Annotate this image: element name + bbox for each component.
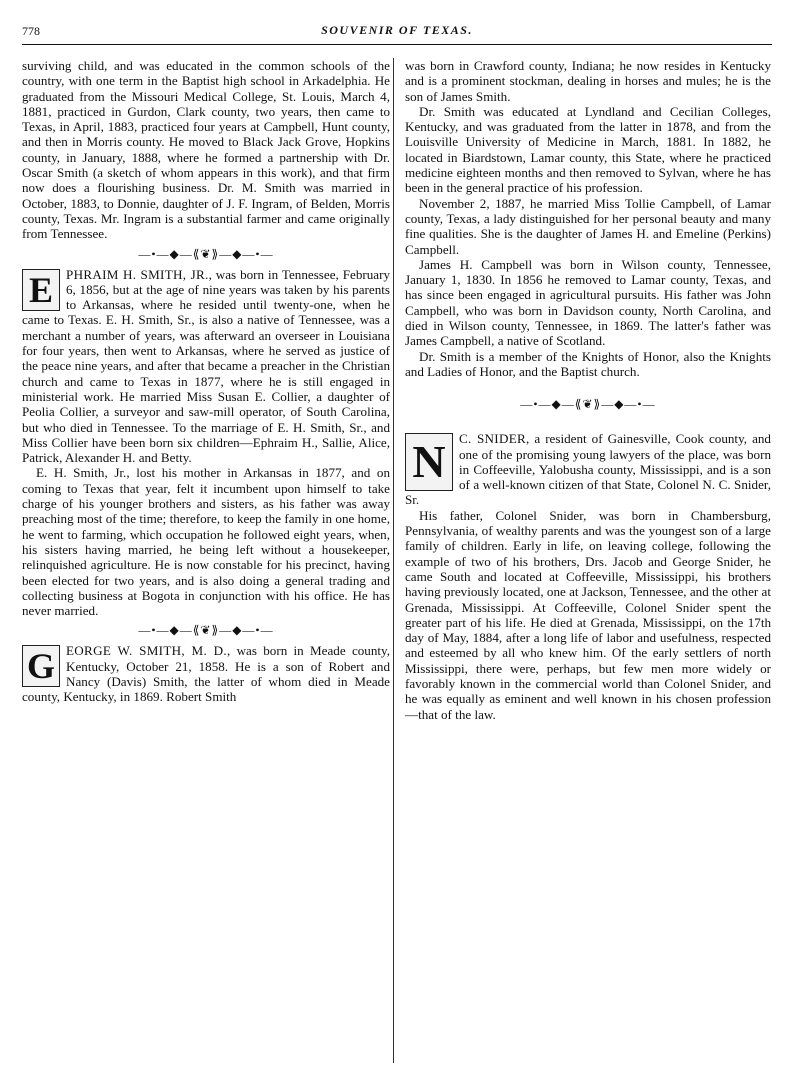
page-number: 778: [22, 24, 40, 38]
entry-text: , was born in Tennessee, February 6, 1856, but at the age of nine years was taken by his parents to Arkansas, where he resided until twenty-one, when he came to Texas. E. H. Smith, Sr., is also a native of Tennessee, was a merchant a number of years, was afterward an overseer in Louisiana for four years, then went to Arkansas, where he served as justice of the peace nine years, and after that became a preacher in the Christian church and came to Texas in 1877, where he is still engaged in ministerial work. He married Miss Susan E. Collier, a daughter of Peolia Collier, a surveyor and saw-mill operator, of South Carolina, but who died in Tennessee. To the marriage of E. H. Smith, Sr., and Miss Collier have been born six children—Ephraim H., Sallie, Alice, Patrick, Alexander H. and Betty.: [22, 266, 390, 466]
page-header: [22, 22, 772, 45]
entry-lead-name: C. SNIDER: [459, 431, 527, 447]
drop-cap-initial: N: [405, 433, 453, 491]
paragraph: E. H. Smith, Jr., lost his mother in Arkansas in 1877, and on coming to Texas that year, felt it incumbent upon himself to take charge of his younger brothers and sisters, as his father was away preaching most of the time; therefore, to keep the family in one home, he went to farming, which occupation he followed eight years, when, his sisters having married, he being left without a housekeeper, relinquished agriculture. He is now constable for his precinct, having been elected for two years, and is also doing a general trading and collecting business at Bogota in conjunction with his office. He has never married.: [22, 465, 390, 619]
paragraph: James H. Campbell was born in Wilson county, Tennessee, January 1, 1830. In 1856 he removed to Lamar county, Texas, and has since been engaged in agricultural pursuits. His father was John Campbell, who was born in Davidson county, North Carolina, and died in Wilson county, Tennessee, in 1869. The latter's father was James Campbell, a native of Scotland.: [405, 256, 771, 349]
entry-text: , was born in Meade county, Kentucky, October 21, 1858. He is a son of Robert and Nancy (Davis) Smith, the latter of whom died in Meade county, Kentucky, in 1869. Robert Smith: [22, 643, 391, 705]
paragraph: Dr. Smith is a member of the Knights of Honor, also the Knights and Ladies of Honor, and the Baptist church.: [405, 348, 771, 379]
ornament-divider: —•—◆—⟪❦⟫—◆—•—: [138, 246, 274, 261]
paragraph: His father, Colonel Snider, was born in Chambersburg, Pennsylvania, of wealthy parents and was the youngest son of a large family of children. Early in life, on leaving college, following the example of two of his brothers, Drs. Jacob and George Snider, he came South and located at Coffeeville, Mississippi, his brothers having previously located, one at Jackson, Tennessee, and the other at Grenada, Mississippi. At Coffeeville, Colonel Snider spent the greater part of his life. He died at Grenada, Mississippi, on the 17th day of May, 1884, after a long life of labor and usefulness, respected and esteemed by all who knew him. Of the early settlers of north Mississippi, there were, perhaps, but few men more widely or favorably known in the commercial world than Colonel Snider, and he was equally as eminent and well known in his chosen profession—that of the law.: [405, 507, 771, 722]
entry-lead-name: PHRAIM H. SMITH, JR.: [66, 266, 209, 282]
drop-cap-initial: E: [22, 269, 60, 311]
ornament-divider: —•—◆—⟪❦⟫—◆—•—: [520, 397, 656, 412]
left-column: [22, 58, 390, 705]
paragraph: Dr. Smith was educated at Lyndland and Cecilian Colleges, Kentucky, and was graduated from the latter in 1878, and from the Louisville University of Medicine in March, 1881. In 1882, he located in Biardstown, Lamar county, this State, where he practiced medicine eighteen months and then removed to Sylvan, where he has been in the general practice of his profession.: [405, 103, 771, 196]
entry-lead-name: EORGE W. SMITH, M. D.: [66, 643, 227, 659]
biography-entry-ephraim-smith: [22, 267, 390, 619]
running-title: SOUVENIR OF TEXAS.: [321, 23, 473, 37]
drop-cap-initial: G: [22, 645, 60, 687]
entry-text: , a resident of Gainesville, Cook county, and one of the promising young lawyers of the place, was born in Coffeeville, Yalobusha county, Mississippi, and is a son of a well-known citizen of that State, Colonel N. C. Snider, Sr.: [405, 431, 771, 508]
biography-entry-george-smith: [22, 643, 390, 704]
right-column: [405, 58, 771, 722]
paragraph: November 2, 1887, he married Miss Tollie Campbell, of Lamar county, Texas, a lady distinguished for her personal beauty and many fine qualities. She is the daughter of James H. and Emeline (Perkins) Campbell.: [405, 195, 771, 257]
ornament-divider: —•—◆—⟪❦⟫—◆—•—: [138, 623, 274, 638]
paragraph: surviving child, and was educated in the common schools of the country, with one term in the Baptist high school in Arkadelphia. He graduated from the Missouri Medical College, St. Louis, March 4, 1881, practiced in Gurdon, Clark county, two years, then came to Texas, in April, 1883, practiced four years at Campbell, Hunt county, and then in Morris county. He moved to Black Jack Grove, Hopkins county, in January, 1888, where he formed a partnership with Dr. Oscar Smith (a sketch of whom appears in this work), and that firm now does a flourishing business. Dr. M. Smith was married in October, 1883, to Donnie, daughter of J. F. Ingram, of Belden, Morris county, Texas. Mr. Ingram is a substantial farmer and came originally from Tennessee.: [22, 58, 390, 242]
paragraph: was born in Crawford county, Indiana; he now resides in Kentucky and is a prominent stockman, dealing in horses and mules; he is the son of James Smith.: [405, 58, 771, 104]
column-divider: [393, 58, 394, 1063]
biography-entry-snider: [405, 431, 771, 722]
